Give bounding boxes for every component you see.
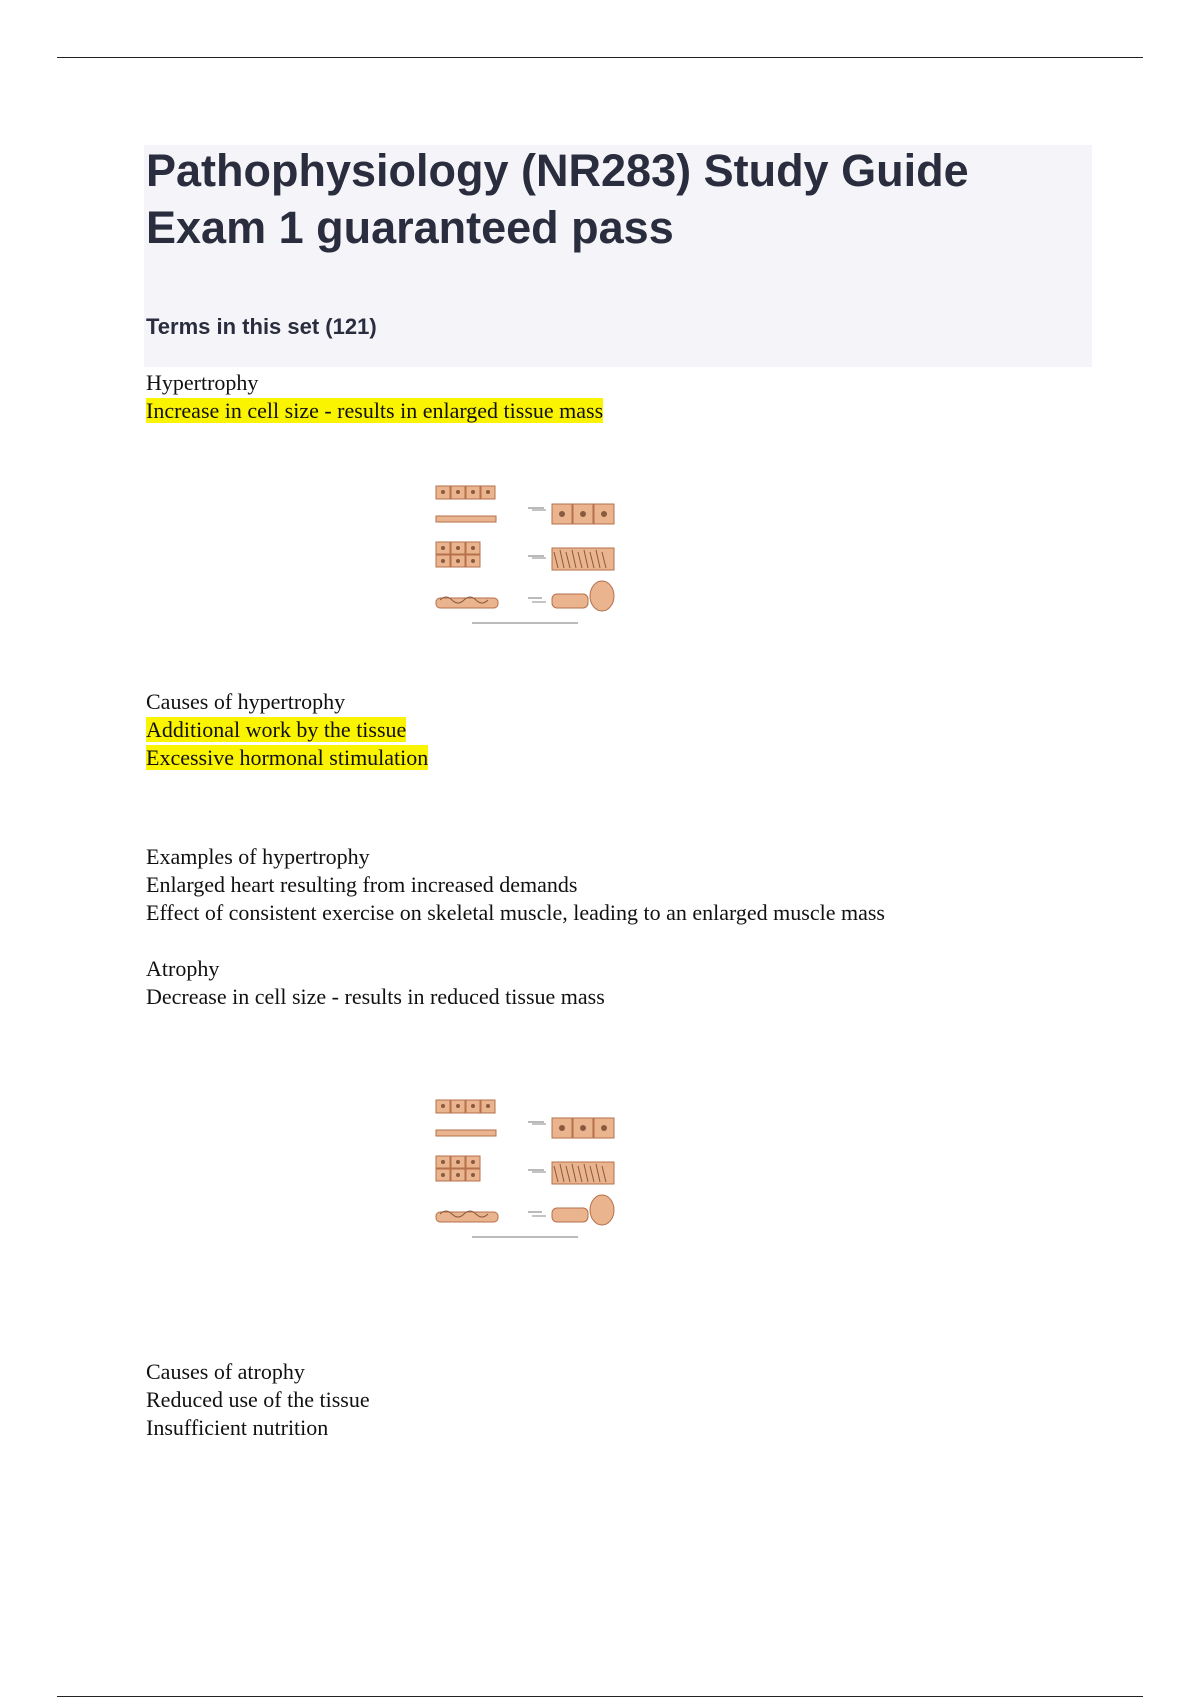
term-definition: Effect of consistent exercise on skeletal muscle, leading to an enlarged muscle mass [146,900,885,925]
term-definition: Insufficient nutrition [146,1415,329,1440]
term-label: Causes of atrophy [146,1359,305,1384]
cell-adaptation-illustration [434,1092,620,1242]
top-rule [57,57,1143,58]
cell-adaptation-figure [434,1092,620,1242]
terms-count: Terms in this set (121) [146,314,377,339]
term-card-causes-of-atrophy [146,1358,370,1442]
term-card-examples-of-hypertrophy [146,843,885,927]
term-definition: Enlarged heart resulting from increased demands [146,872,578,897]
term-card-causes-of-hypertrophy [146,688,428,772]
term-card-atrophy [146,955,605,1011]
term-label: Causes of hypertrophy [146,689,346,714]
term-label: Atrophy [146,956,220,981]
term-definition: Additional work by the tissue [146,717,407,742]
term-card-hypertrophy [146,369,603,425]
term-label: Examples of hypertrophy [146,844,370,869]
cell-adaptation-figure [434,478,620,628]
term-label: Hypertrophy [146,370,259,395]
document-title: Pathophysiology (NR283) Study Guide Exam 1 guaranteed pass [146,145,969,253]
term-definition: Increase in cell size - results in enlarged tissue mass [146,398,604,423]
term-definition: Reduced use of the tissue [146,1387,370,1412]
cell-adaptation-illustration [434,478,620,628]
term-definition: Decrease in cell size - results in reduced tissue mass [146,984,605,1009]
term-definition: Excessive hormonal stimulation [146,745,429,770]
bottom-rule [57,1696,1143,1697]
